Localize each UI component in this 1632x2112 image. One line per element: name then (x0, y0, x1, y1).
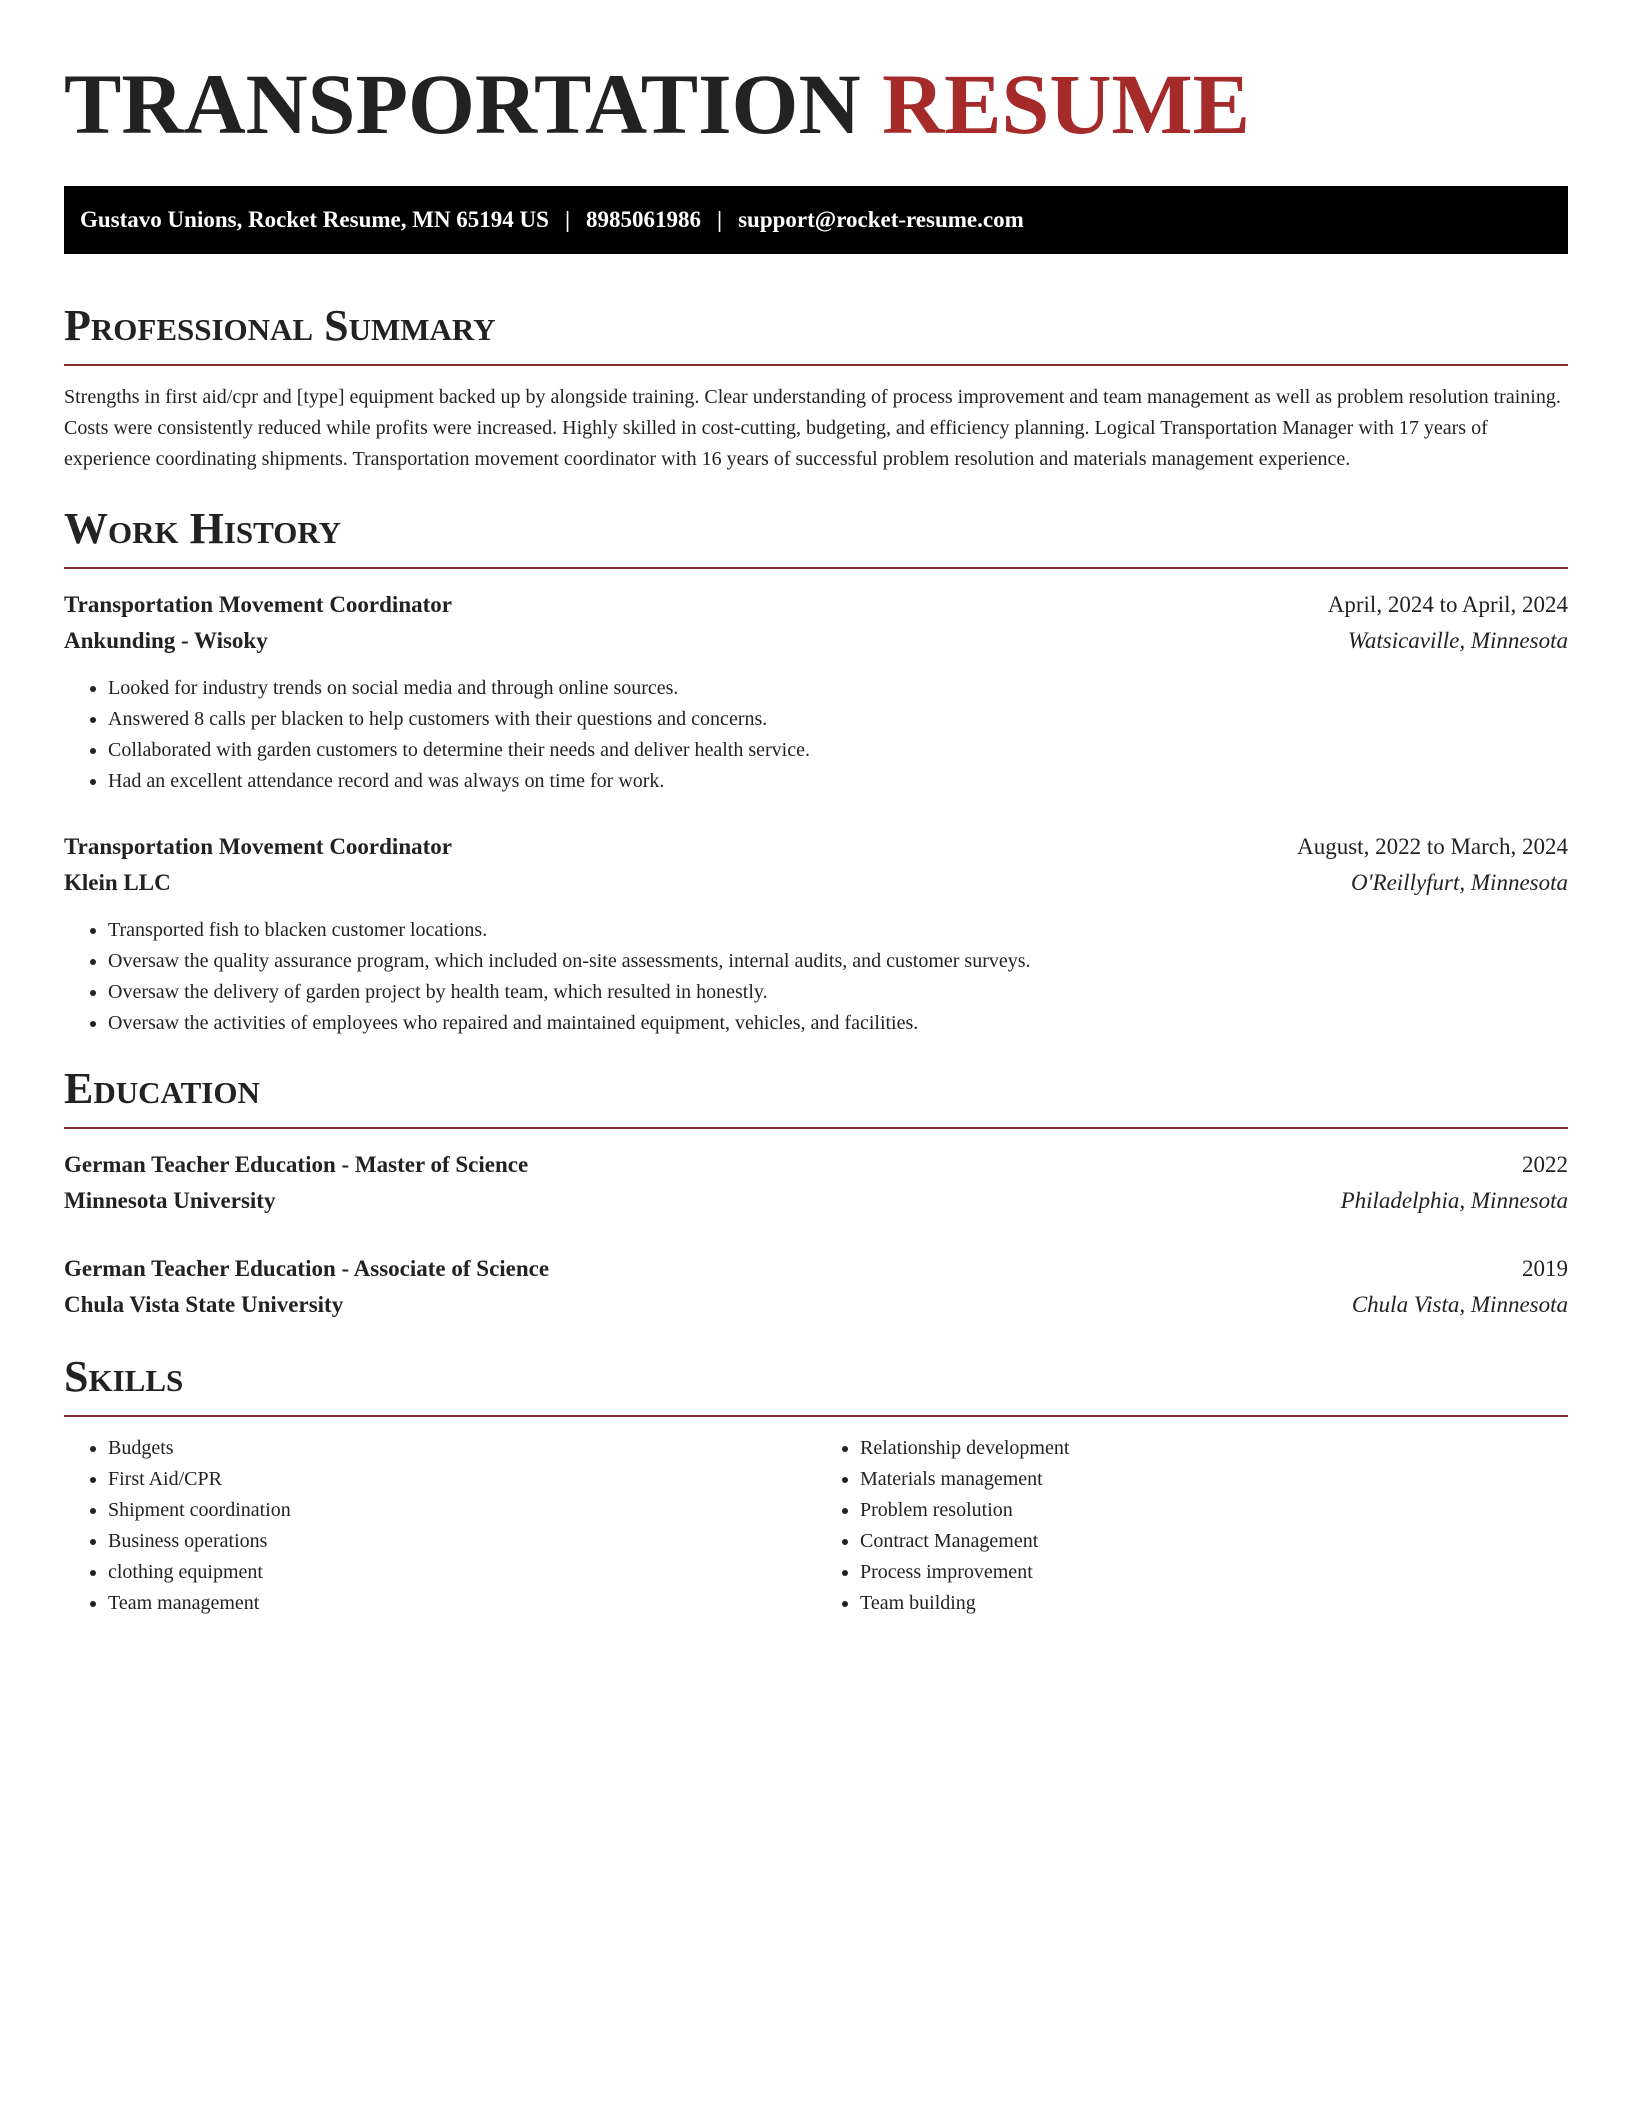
skill-item: • Budgets (108, 1433, 816, 1464)
skill-item: • Problem resolution (860, 1495, 1568, 1526)
list-item: • Had an excellent attendance record and was always on time for work. (108, 766, 1568, 797)
skill-item: • Materials management (860, 1464, 1568, 1495)
job-header-row (64, 587, 1568, 623)
education-school-row (64, 1287, 1568, 1323)
education-entry (64, 1251, 1568, 1323)
list-item: • Transported fish to blacken customer locations. (108, 915, 1568, 946)
list-item: • Oversaw the activities of employees who repaired and maintained equipment, vehicles, and facilities. (108, 1008, 1568, 1039)
job-entry (64, 587, 1568, 797)
education-degree: German Teacher Education - Associate of Science (64, 1256, 550, 1281)
education-section (64, 1063, 1568, 1323)
job-location: O'Reillyfurt, Minnesota (1351, 870, 1568, 895)
job-company-row (64, 623, 1568, 659)
skill-item: • First Aid/CPR (108, 1464, 816, 1495)
job-dates: August, 2022 to March, 2024 (1297, 834, 1568, 859)
job-entry (64, 829, 1568, 1039)
contact-bar (64, 186, 1568, 254)
summary-heading: Professional Summary (64, 301, 496, 350)
education-location: Philadelphia, Minnesota (1340, 1188, 1568, 1213)
skill-item: • Business operations (108, 1526, 816, 1557)
skills-heading: Skills (64, 1352, 184, 1401)
job-company: Klein LLC (64, 870, 171, 895)
work-history-heading: Work History (64, 504, 342, 553)
section-divider (64, 1415, 1568, 1417)
contact-separator: | (564, 207, 571, 232)
summary-text: Strengths in first aid/cpr and [type] equipment backed up by alongside training. Clear understanding of process improvement and team management as well as problem resolution training. Costs were consistently reduced while profits were increased. Highly skilled in cost-cutting, budgeting, and efficiency planning. Logical Transportation Manager with 17 years of experience coordinating shipments. Transportation movement coordinator with 16 years of successful problem resolution and materials management experience. (64, 386, 1561, 470)
contact-email: support@rocket-resume.com (738, 207, 1024, 232)
title-main: TRANSPORTATION (64, 56, 861, 152)
education-header-row (64, 1251, 1568, 1287)
education-entry (64, 1147, 1568, 1219)
education-year: 2019 (1522, 1256, 1568, 1281)
list-item: • Looked for industry trends on social media and through online sources. (108, 673, 1568, 704)
list-item: • Oversaw the quality assurance program, which included on-site assessments, internal audits, and customer surveys. (108, 946, 1568, 977)
skill-item: • Process improvement (860, 1557, 1568, 1588)
job-bullets (64, 673, 1568, 797)
section-divider (64, 364, 1568, 366)
list-item: • Oversaw the delivery of garden project by health team, which resulted in honestly. (108, 977, 1568, 1008)
skills-list-right (816, 1433, 1568, 1619)
title-accent: RESUME (882, 56, 1250, 152)
education-degree: German Teacher Education - Master of Science (64, 1152, 529, 1177)
skills-list-left (64, 1433, 816, 1619)
list-item: • Answered 8 calls per blacken to help customers with their questions and concerns. (108, 704, 1568, 735)
skill-item: • Team management (108, 1588, 816, 1619)
education-school: Chula Vista State University (64, 1292, 344, 1317)
education-location: Chula Vista, Minnesota (1351, 1292, 1568, 1317)
education-heading: Education (64, 1064, 260, 1113)
job-bullets (64, 915, 1568, 1039)
job-title: Transportation Movement Coordinator (64, 834, 452, 859)
skills-columns (64, 1433, 1568, 1619)
work-history-section (64, 503, 1568, 1039)
resume-title (64, 56, 1568, 152)
contact-separator: | (717, 207, 723, 232)
section-divider (64, 1127, 1568, 1129)
list-item: • Collaborated with garden customers to determine their needs and deliver health service. (108, 735, 1568, 766)
job-company: Ankunding - Wisoky (64, 628, 268, 653)
education-school: Minnesota University (64, 1188, 276, 1213)
summary-section (64, 300, 1568, 475)
skill-item: • Relationship development (860, 1433, 1568, 1464)
education-header-row (64, 1147, 1568, 1183)
skill-item: • clothing equipment (108, 1557, 816, 1588)
skills-section (64, 1351, 1568, 1619)
contact-address: Gustavo Unions, Rocket Resume, MN 65194 US (80, 207, 549, 232)
contact-phone: 8985061986 (586, 207, 702, 232)
skill-item: • Contract Management (860, 1526, 1568, 1557)
job-title: Transportation Movement Coordinator (64, 592, 452, 617)
job-header-row (64, 829, 1568, 865)
job-company-row (64, 865, 1568, 901)
education-year: 2022 (1522, 1152, 1568, 1177)
education-school-row (64, 1183, 1568, 1219)
job-dates: April, 2024 to April, 2024 (1327, 592, 1568, 617)
skill-item: • Team building (860, 1588, 1568, 1619)
job-location: Watsicaville, Minnesota (1347, 628, 1568, 653)
skill-item: • Shipment coordination (108, 1495, 816, 1526)
section-divider (64, 567, 1568, 569)
